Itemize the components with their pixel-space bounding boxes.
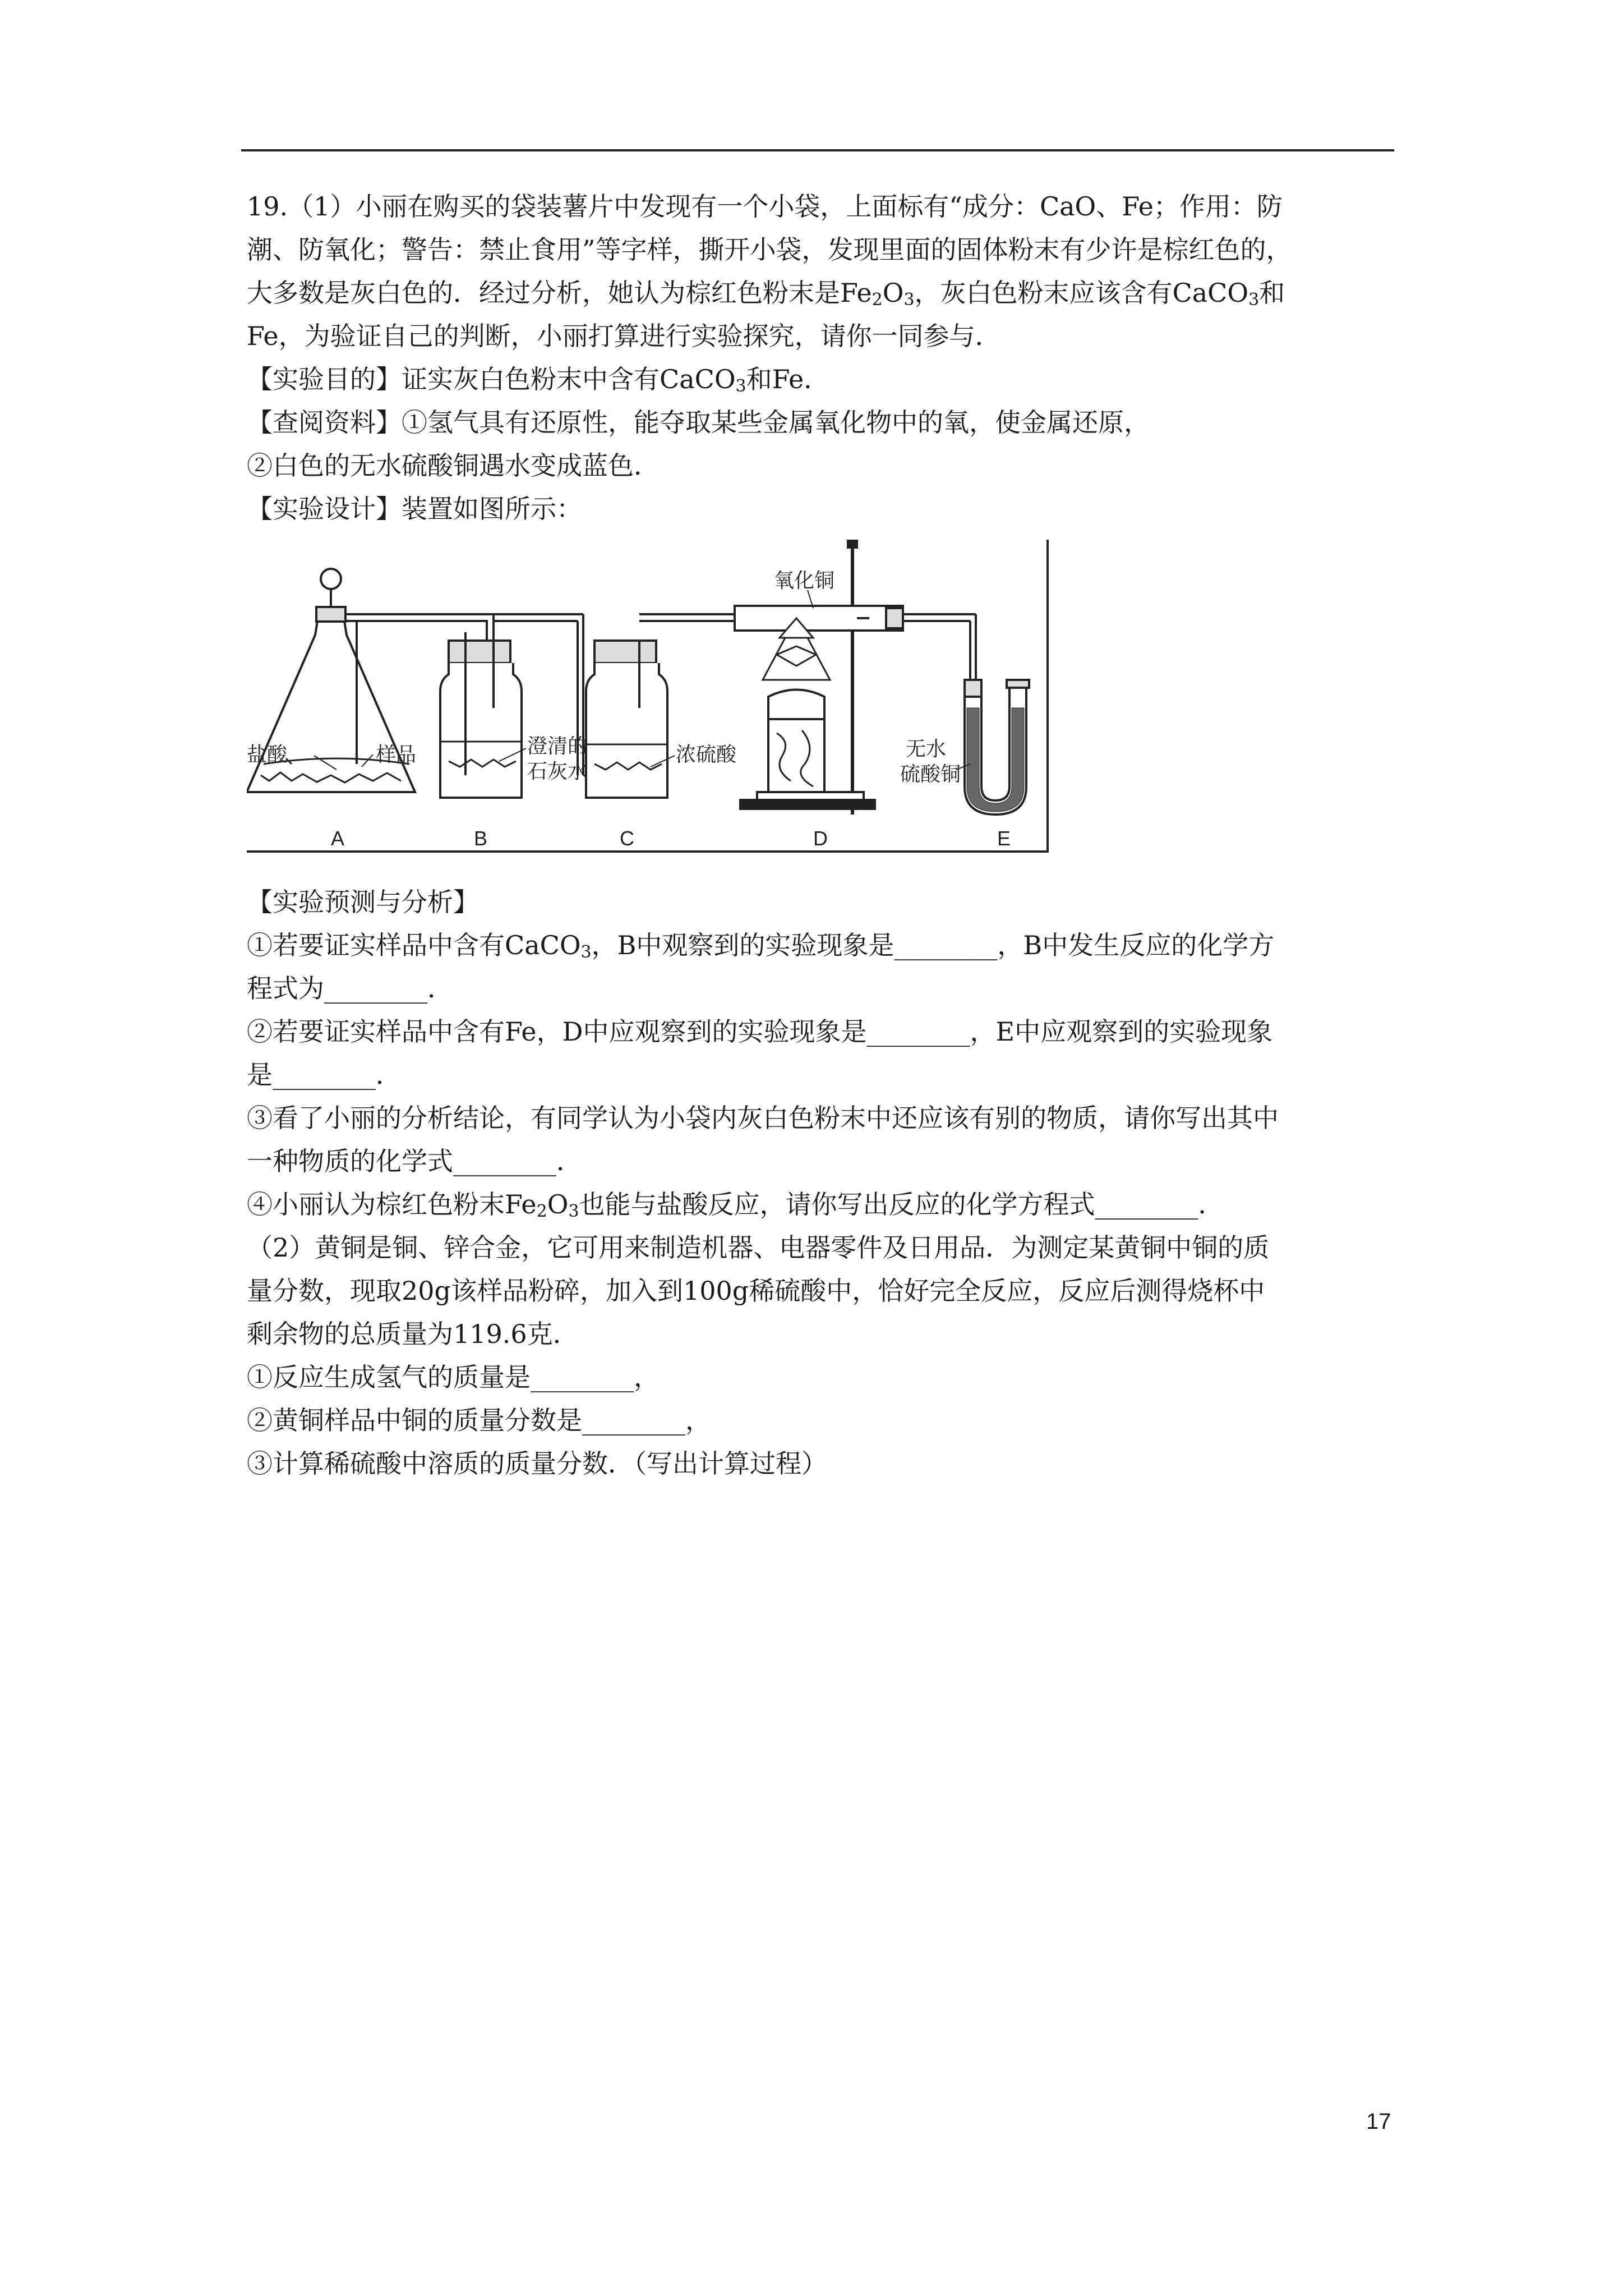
- intro-line-4: Fe，为验证自己的判断，小丽打算进行实验探究，请你一同参与．: [247, 321, 1001, 351]
- label-cuo: 氧化铜: [774, 569, 835, 592]
- analysis-heading: 【实验预测与分析】: [247, 887, 479, 917]
- label-cuso4-1: 无水: [906, 738, 947, 761]
- analysis-q2: ②若要证实样品中含有Fe，D中应观察到的实验现象是________，E中应观察到的实验现象: [247, 1016, 1273, 1047]
- part2-q3: ③计算稀硫酸中溶质的质量分数．（写出计算过程）: [247, 1448, 827, 1479]
- part2-q1: ①反应生成氢气的质量是________，: [247, 1362, 660, 1392]
- part2-line-2: 量分数，现取20g该样品粉碎，加入到100g稀硫酸中，恰好完全反应，反应后测得烧杯中: [247, 1276, 1265, 1306]
- reference-2: ②白色的无水硫酸铜遇水变成蓝色．: [247, 450, 660, 481]
- label-limewater-1: 澄清的: [527, 735, 588, 758]
- analysis-section: [247, 881, 1391, 1485]
- intro-line-3: 大多数是灰白色的．经过分析，她认为棕红色粉末是$Fe_2O_3$，灰白色粉末应该含有CaCO$_3$和: [247, 278, 1285, 310]
- header-rule: [241, 149, 1394, 151]
- question-intro: [247, 185, 1391, 531]
- intro-line-2: 潮、防氧化；警告：禁止食用”等字样，撕开小袋，发现里面的固体粉末有少许是棕红色的，: [247, 234, 1292, 265]
- funnel-bulb: [321, 569, 341, 589]
- intro-line-1: 19.（1）小丽在购买的袋装薯片中发现有一个小袋，上面标有“成分：CaO、Fe；作用：防: [247, 191, 1283, 222]
- letter-c: C: [620, 827, 634, 850]
- experiment-design: 【实验设计】装置如图所示：: [247, 494, 582, 524]
- label-h2so4: 浓硫酸: [676, 743, 737, 766]
- part2-q2: ②黄铜样品中铜的质量分数是________，: [247, 1405, 711, 1435]
- letter-e: E: [997, 827, 1011, 850]
- experiment-purpose: 【实验目的】证实灰白色粉末中含有CaCO$_3$和Fe．: [247, 364, 830, 396]
- label-limewater-2: 石灰水: [527, 760, 588, 783]
- analysis-q3: ③看了小丽的分析结论，有同学认为小袋内灰白色粉末中还应该有别的物质，请你写出其中: [247, 1103, 1279, 1133]
- part2-line-3: 剩余物的总质量为119.6克．: [247, 1319, 579, 1349]
- letter-d: D: [813, 827, 828, 850]
- analysis-q1: ①若要证实样品中含有CaCO$_3$，B中观察到的实验现象是________，B中发生反应的化学方: [247, 930, 1275, 962]
- bottle-c: [578, 614, 735, 798]
- apparatus-figure: [247, 540, 1054, 854]
- label-sample: 样品: [376, 743, 417, 766]
- letter-a: A: [331, 827, 345, 850]
- label-cuso4-2: 硫酸铜: [900, 763, 961, 786]
- page-number: 17: [1366, 2109, 1391, 2134]
- utube-e: [965, 680, 1029, 815]
- analysis-q1-cont: 程式为________．: [247, 973, 453, 1004]
- analysis-q2-cont: 是________．: [247, 1060, 402, 1090]
- analysis-q4: ④小丽认为棕红色粉末$Fe_2O_3$也能与盐酸反应，请你写出反应的化学方程式________．: [247, 1189, 1224, 1221]
- reference-1: 【查阅资料】①氢气具有还原性，能夺取某些金属氧化物中的氧，使金属还原，: [247, 407, 1150, 438]
- letter-b: B: [474, 827, 488, 850]
- analysis-q3-cont: 一种物质的化学式________．: [247, 1146, 582, 1176]
- label-hcl: 盐酸: [247, 743, 288, 766]
- part2-line-1: （2）黄铜是铜、锌合金，它可用来制造机器、电器零件及日用品．为测定某黄铜中铜的质: [247, 1232, 1270, 1263]
